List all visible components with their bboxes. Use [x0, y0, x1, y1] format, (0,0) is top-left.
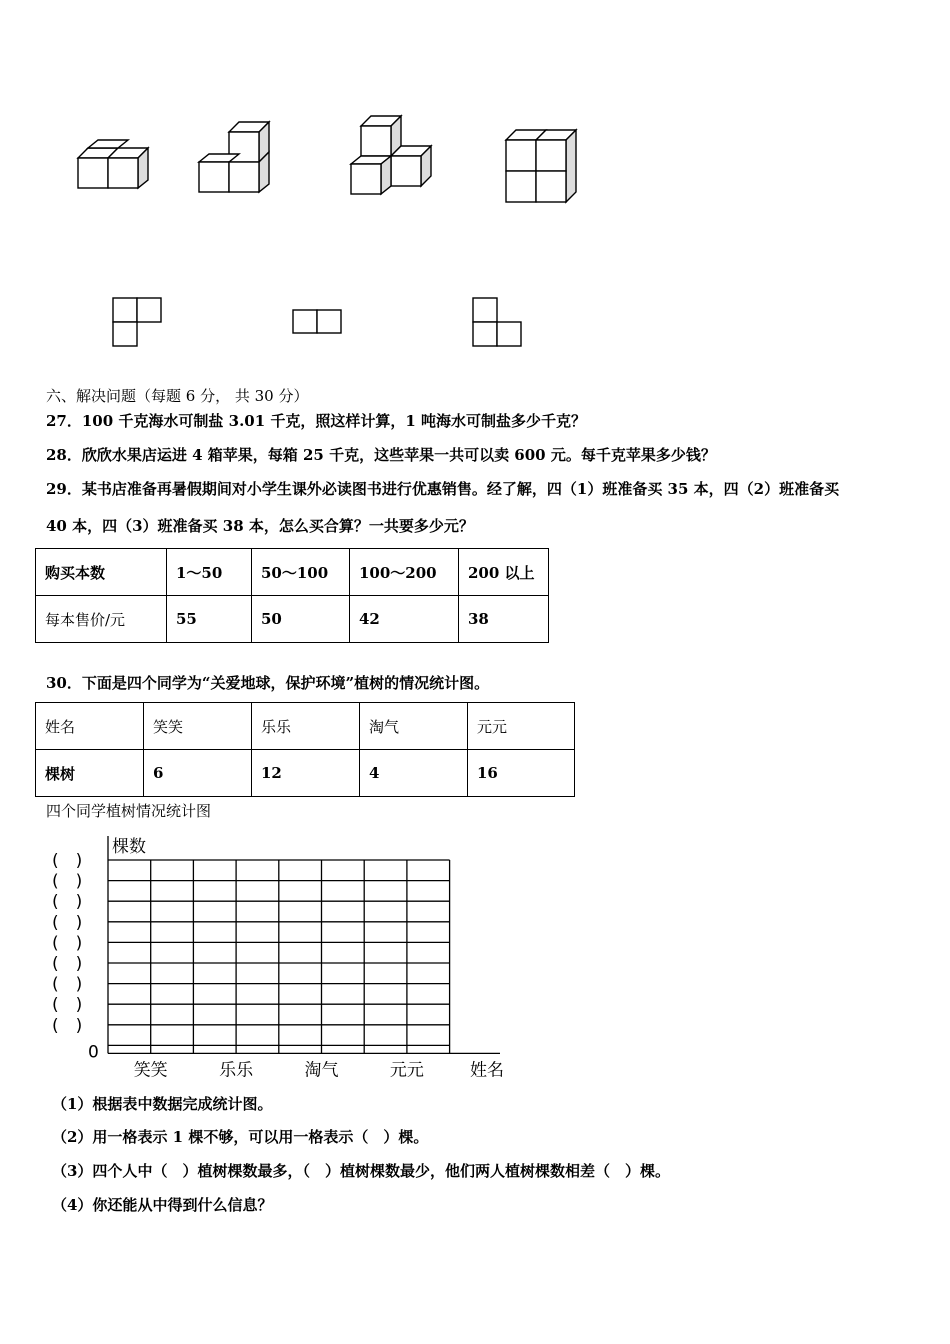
y-tick-label: ( ) [52, 871, 83, 892]
tree-chart [40, 830, 520, 1080]
x-tick-label: 笑笑 [133, 1060, 168, 1080]
table-cell: 1～50 [167, 549, 252, 596]
section-heading: 六、解决问题（每题 6 分， 共 30 分） [46, 387, 309, 405]
table-cell: 50～100 [252, 549, 350, 596]
table-cell: 笑笑 [144, 703, 252, 750]
x-axis-label: 姓名 [470, 1060, 504, 1080]
table-row [36, 596, 549, 643]
y-tick-label: ( ) [52, 1015, 83, 1036]
view-shapes [100, 290, 540, 350]
view-shape-1 [113, 298, 161, 346]
table-cell: 元元 [468, 703, 575, 750]
cube-figures [70, 110, 590, 210]
x-tick-label: 乐乐 [219, 1060, 254, 1080]
cube-figure-4 [506, 130, 576, 202]
table-cell: 姓名 [36, 703, 144, 750]
table-cell: 淘气 [360, 703, 468, 750]
table-cell: 50 [252, 596, 350, 643]
table-cell: 乐乐 [252, 703, 360, 750]
table-row [36, 750, 575, 797]
table-cell: 16 [468, 750, 575, 797]
question-29-line1: 29．某书店准备再暑假期间对小学生课外必读图书进行优惠销售。经了解，四（1）班准备买 35 本，四（2）班准备买 [46, 480, 840, 498]
y-axis-label: 棵数 [112, 837, 146, 857]
table-cell: 购买本数 [36, 549, 167, 596]
x-tick-label: 淘气 [304, 1060, 339, 1080]
table-row [36, 703, 575, 750]
table-cell: 6 [144, 750, 252, 797]
subquestion-2: （2）用一格表示 1 棵不够，可以用一格表示（ ）棵。 [52, 1128, 429, 1146]
subquestion-1: （1）根据表中数据完成统计图。 [52, 1095, 273, 1113]
subquestion-4: （4）你还能从中得到什么信息？ [52, 1196, 273, 1214]
question-27: 27．100 千克海水可制盐 3.01 千克，照这样计算，1 吨海水可制盐多少千克？ [46, 412, 587, 430]
table-cell: 棵树 [36, 750, 144, 797]
x-tick-label: 元元 [389, 1060, 424, 1080]
y-tick-label: ( ) [52, 892, 83, 913]
question-30: 30．下面是四个同学为“关爱地球，保护环境”植树的情况统计图。 [46, 674, 490, 692]
table-cell: 38 [459, 596, 549, 643]
table-cell: 4 [360, 750, 468, 797]
y-tick-label: ( ) [52, 851, 83, 871]
origin-label: 0 [88, 1042, 99, 1063]
question-28: 28．欣欣水果店运进 4 箱苹果，每箱 25 千克，这些苹果一共可以卖 600 元。每千克苹果多少钱？ [46, 446, 716, 464]
table-cell: 42 [350, 596, 459, 643]
y-tick-label: ( ) [52, 933, 83, 954]
table-row [36, 549, 549, 596]
table-cell: 200 以上 [459, 549, 549, 596]
table-cell: 每本售价/元 [36, 596, 167, 643]
cube-figure-1 [78, 140, 148, 188]
table-cell: 12 [252, 750, 360, 797]
tree-table [35, 702, 575, 797]
y-tick-label: ( ) [52, 974, 83, 995]
cube-figure-2 [199, 122, 269, 192]
cube-figure-3 [351, 116, 431, 194]
y-tick-label: ( ) [52, 912, 83, 933]
table-cell: 55 [167, 596, 252, 643]
question-29-line2: 40 本，四（3）班准备买 38 本，怎么买合算？一共要多少元？ [46, 517, 474, 535]
table-cell: 100～200 [350, 549, 459, 596]
subquestion-3: （3）四个人中（ ）植树棵数最多，（ ）植树棵数最少，他们两人植树棵数相差（ ）棵。 [52, 1162, 670, 1180]
y-tick-label: ( ) [52, 995, 83, 1016]
y-tick-label: ( ) [52, 954, 83, 974]
view-shape-3 [473, 298, 521, 346]
price-table [35, 548, 549, 643]
view-shape-2 [293, 310, 341, 333]
chart-title: 四个同学植树情况统计图 [46, 802, 212, 820]
